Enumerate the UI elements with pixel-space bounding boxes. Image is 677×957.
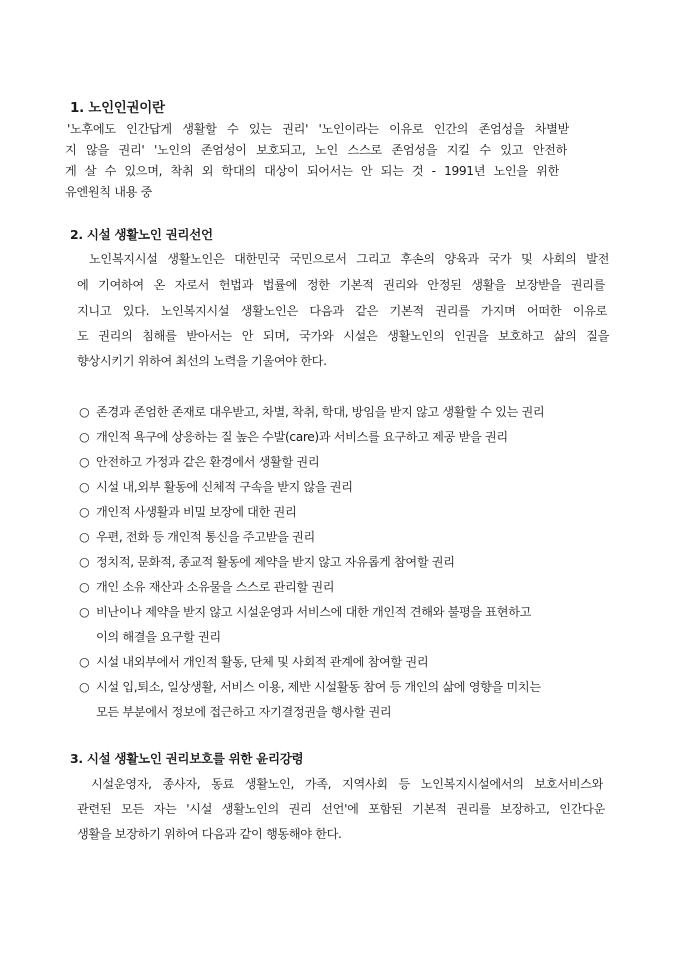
rights-item-text: 안전하고 가정과 같은 환경에서 생활할 권리 [96, 455, 320, 469]
section2-line: 향상시키기 위하여 최선의 노력을 기울여야 한다. [77, 354, 327, 368]
rights-list-item [79, 453, 319, 470]
section3-line: 생활을 보장하기 위하여 다음과 같이 행동해야 한다. [77, 827, 342, 841]
bullet-circle-icon: ○ [79, 505, 90, 519]
bullet-circle-icon: ○ [79, 430, 90, 444]
rights-list-item [79, 528, 315, 545]
bullet-circle-icon: ○ [79, 530, 90, 544]
bullet-circle-icon: ○ [79, 605, 90, 619]
rights-item-continuation: 모든 부분에서 정보에 접근하고 자기결정권을 행사할 권리 [96, 705, 392, 719]
rights-item-text: 시설 내,외부 활동에 신체적 구속을 받지 않을 권리 [96, 480, 353, 494]
rights-item-text: 존경과 존엄한 존재로 대우받고, 차별, 착취, 학대, 방임을 받지 않고 생활할 수 있는 권리 [96, 405, 545, 419]
rights-item-text: 정치적, 문화적, 종교적 활동에 제약을 받지 않고 자유롭게 참여할 권리 [96, 555, 455, 569]
section3-title: 3. 시설 생활노인 권리보호를 위한 윤리강령 [70, 751, 304, 766]
bullet-circle-icon: ○ [79, 655, 90, 669]
rights-list-item [79, 403, 544, 420]
rights-item-text: 비난이나 제약을 받지 않고 시설운영과 서비스에 대한 개인적 견해와 불평을 표현하고 [96, 605, 532, 619]
section2-line: 도 권리의 침해를 받아서는 안 되며, 국가와 시설은 생활노인의 인권을 보호하고 삶의 질을 [77, 329, 609, 343]
section1-line: 유엔원칙 내용 중 [65, 185, 153, 199]
rights-item-text: 개인적 사생활과 비밀 보장에 대한 권리 [96, 505, 297, 519]
rights-list-item [79, 678, 541, 695]
section2-line: 노인복지시설 생활노인은 대한민국 국민으로서 그리고 후손의 양육과 국가 및 사회의 발전 [89, 252, 609, 266]
rights-item-continuation: 이의 해결을 요구할 권리 [96, 630, 221, 644]
bullet-circle-icon: ○ [79, 555, 90, 569]
section2-line: 에 기여하여 온 자로서 헌법과 법률에 정한 기본적 권리와 안정된 생활을 보장받을 권리를 [77, 278, 605, 292]
section2-line: 지니고 있다. 노인복지시설 생활노인은 다음과 같은 기본적 권리를 가지며 어떠한 이유로 [77, 304, 607, 318]
section1-title: 1. 노인인권이란 [70, 100, 165, 116]
rights-item-text: 시설 내외부에서 개인적 활동, 단체 및 사회적 관계에 참여할 권리 [96, 655, 429, 669]
bullet-circle-icon: ○ [79, 455, 90, 469]
rights-list-item [79, 603, 531, 620]
section1-line: '노후에도 인간답게 생활할 수 있는 권리' '노인이라는 이유로 인간의 존엄성을 차별받 [67, 122, 569, 136]
rights-item-text: 개인적 욕구에 상응하는 질 높은 수발(care)과 서비스를 요구하고 제공 받을 권리 [96, 430, 508, 444]
rights-list-item [79, 503, 296, 520]
bullet-circle-icon: ○ [79, 480, 90, 494]
bullet-circle-icon: ○ [79, 680, 90, 694]
bullet-circle-icon: ○ [79, 405, 90, 419]
rights-list-item [79, 428, 508, 445]
bullet-circle-icon: ○ [79, 580, 90, 594]
rights-item-text: 우편, 전화 등 개인적 통신을 주고받을 권리 [96, 530, 315, 544]
rights-list-item [79, 478, 353, 495]
section3-line: 시설운영자, 종사자, 동료 생활노인, 가족, 지역사회 등 노인복지시설에서의 보호서비스와 [91, 777, 603, 791]
rights-item-text: 시설 입,퇴소, 일상생활, 서비스 이용, 제반 시설활동 참여 등 개인의 삶에 영향을 미치는 [96, 680, 541, 694]
section1-line: 게 살 수 있으며, 착취 외 학대의 대상이 되어서는 안 되는 것 - 1991년 노인을 위한 [65, 164, 559, 178]
section3-line: 관련된 모든 자는 '시설 생활노인의 권리 선언'에 포함된 기본적 권리를 보장하고, 인간다운 [77, 802, 605, 816]
section2-title: 2. 시설 생활노인 권리선언 [70, 227, 213, 242]
section1-line: 지 않을 권리' '노인의 존엄성이 보호되고, 노인 스스로 존엄성을 지킬 수 있고 안전하 [65, 143, 567, 157]
rights-list-item [79, 553, 455, 570]
rights-list-item [79, 578, 334, 595]
rights-item-text: 개인 소유 재산과 소유물을 스스로 관리할 권리 [96, 580, 335, 594]
rights-list-item [79, 653, 428, 670]
